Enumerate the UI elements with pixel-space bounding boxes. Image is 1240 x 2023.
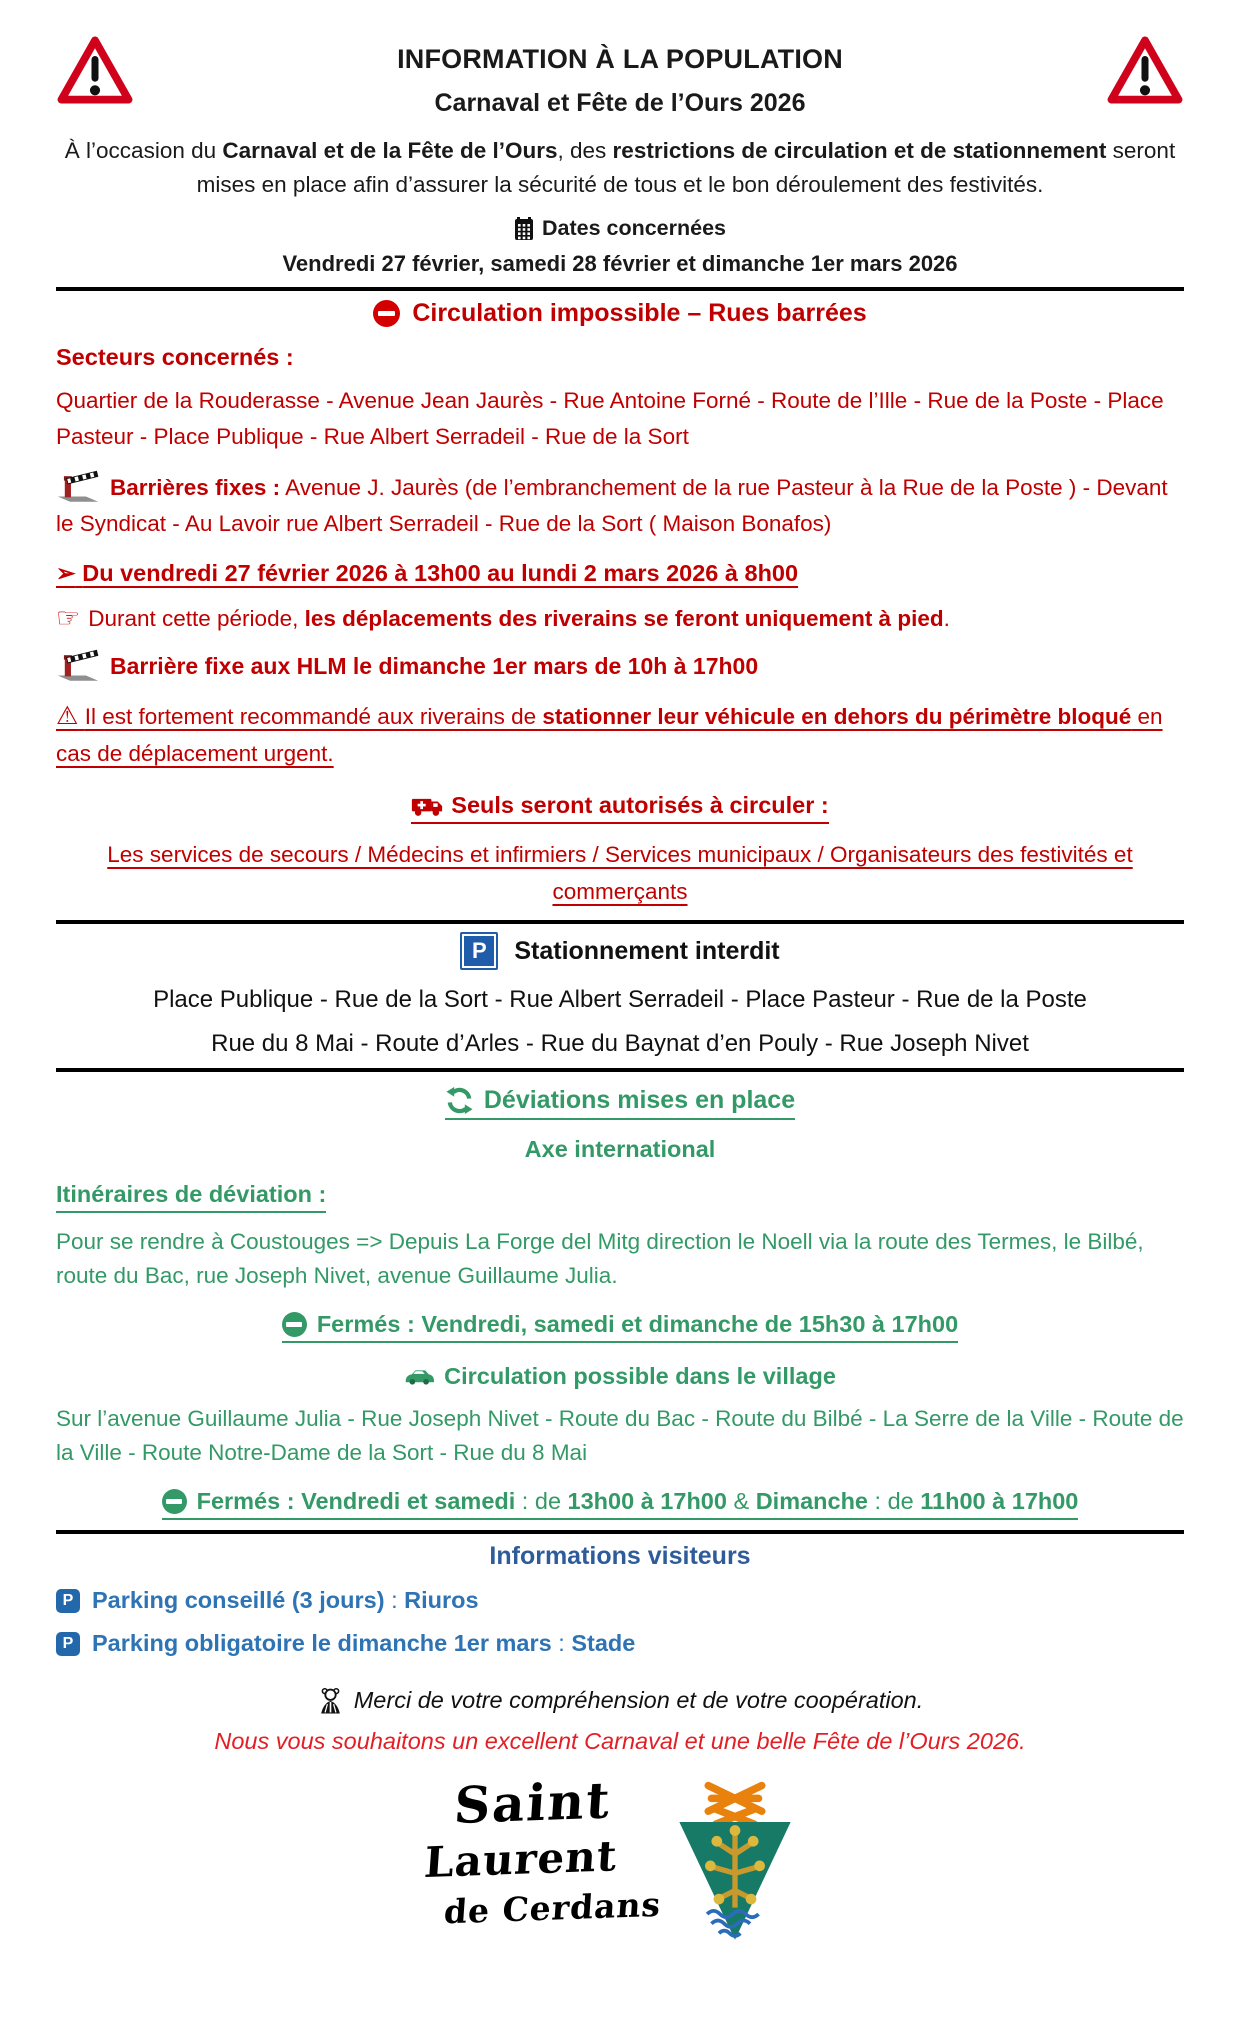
authorized-heading: Seuls seront autorisés à circuler : [451,792,829,818]
closure-period [56,560,798,587]
warning-icon: ⚠ [56,702,79,730]
no-parking-heading: Stationnement interdit [514,936,780,965]
closed-hours-1: Fermés : Vendredi, samedi et dimanche de 15h30 à 17h00 [316,1311,959,1337]
calendar-icon [514,217,534,241]
parking-1-value: Riuros [404,1587,479,1613]
parking-2-value: Stade [571,1630,636,1656]
fixed-barriers-text: Avenue J. Jaurès (de l’embranchement de la rue Pasteur à la Rue de la Poste ) - Devant le Syndicat - Au Lavoir rue Albert Serradeil - Rue de la Sort ( Maison Bonafos) [56,475,1168,536]
parking-line-2 [56,1630,1184,1657]
closed2-bold: 13h00 à 17h00 [567,1488,727,1514]
parking-2-label: Parking obligatoire le dimanche 1er mars [92,1630,552,1656]
intro-text: , des [557,138,613,163]
closed2-bold: Dimanche [755,1488,869,1514]
parking-icon: P [56,1589,80,1613]
closed-hours-2 [197,1488,1079,1515]
parking-1-label: Parking conseillé (3 jours) [92,1587,385,1613]
authorized-block [56,792,1184,910]
closed2-bold: 11h00 à 17h00 [920,1488,1079,1514]
advice-regular: Il est fortement recommandé aux riverains de [84,704,543,729]
pedestrian-text [88,606,950,632]
closed2-regular: : de [515,1488,568,1514]
no-parking-line: Place Publique - Rue de la Sort - Rue Albert Serradeil - Place Pasteur - Rue de la Poste [153,986,1087,1013]
divider [56,1530,1184,1534]
closed-hours-1-block [56,1293,1184,1343]
logo-text [417,1769,661,1932]
warning-triangle-icon [1106,34,1184,106]
divider [56,287,1184,291]
deviations-heading: Déviations mises en place [483,1086,796,1114]
intro-paragraph [56,134,1184,202]
barrier-icon [56,646,100,682]
thanks-note: Merci de votre compréhension et de votre coopération. [353,1687,924,1713]
fixed-barriers-label: Barrières fixes : [110,475,281,500]
divider [56,1068,1184,1072]
parking-line-1 [56,1587,1184,1614]
pointing-hand-icon: ☞ [56,603,81,633]
sectors-list: Quartier de la Rouderasse - Avenue Jean Jaurès - Rue Antoine Forné - Route de l’Ille - Rue de la Poste - Place Pasteur - Place Publique - Rue Albert Serradeil - Rue de la Sort [56,388,1164,449]
logo-crest [660,1777,810,1959]
authorized-list: Les services de secours / Médecins et infirmiers / Services municipaux / Organisateurs des festivités et commerçants [107,842,1133,904]
closed2-regular: : de [868,1488,921,1514]
closed-hours-2-block [56,1470,1184,1520]
parking-line-1-text [92,1587,479,1614]
divider [56,920,1184,924]
bowing-person-icon [317,1687,344,1714]
arrowhead-bullet-icon: ➢ [56,560,76,586]
parking-1-sep: : [384,1587,405,1613]
closures-heading-row [56,299,1184,328]
logo-line-3: de Cerdans [442,1884,663,1932]
dates-value: Vendredi 27 février, samedi 28 février et dimanche 1er mars 2026 [282,251,958,276]
pedestrian-bold: les déplacements des riverains se feront uniquement à pied [304,605,944,631]
advice-bold: stationner leur véhicule en dehors du périmètre bloqué [542,704,1132,729]
closed2-regular: & [726,1488,756,1514]
hlm-barrier [56,646,1184,682]
intro-text: seront mises en place afin d’assurer la sécurité de tous et le bon déroulement des festivités. [196,138,1176,197]
parking-advice [56,698,1184,772]
intro-text-bold: Carnaval et de la Fête de l’Ours [222,138,558,163]
closure-period-text: Du vendredi 27 février 2026 à 13h00 au lundi 2 mars 2026 à 8h00 [82,560,799,586]
deviations-heading-block [56,1080,1184,1120]
warning-triangle-icon [56,34,134,106]
routes-text: Pour se rendre à Coustouges => Depuis La Forge del Mitg direction le Noell via la route des Termes, le Bilbé, route du Bac, rue Joseph Nivet, avenue Guillaume Julia. [56,1229,1144,1288]
visitors-heading: Informations visiteurs [489,1542,751,1570]
barrier-icon [56,467,100,503]
header [56,34,1184,118]
page-subtitle: Carnaval et Fête de l’Ours 2026 [434,89,806,117]
town-logo [420,1770,820,1983]
routes-label: Itinéraires de déviation : [56,1181,326,1213]
advice-regular: en cas de déplacement urgent. [56,704,1163,766]
hlm-barrier-text: Barrière fixe aux HLM le dimanche 1er mars de 10h à 17h00 [110,653,759,679]
thanks-row [56,1687,1184,1714]
no-entry-icon [162,1489,187,1514]
parking-sign-icon: P [460,932,498,970]
pedestrian-regular: Durant cette période, [88,605,305,631]
wish-note: Nous vous souhaitons un excellent Carnaval et une belle Fête de l’Ours 2026. [214,1728,1026,1754]
ambulance-icon [411,795,443,817]
dates-heading [56,216,1184,241]
car-icon [404,1368,434,1385]
logo-line-2: Laurent [422,1831,620,1888]
parking-2-sep: : [551,1630,572,1656]
detour-arrows-icon [445,1086,474,1115]
intro-text-bold: restrictions de circulation et de stationnement [612,138,1107,163]
no-parking-line: Rue du 8 Mai - Route d’Arles - Rue du Baynat d’en Pouly - Rue Joseph Nivet [211,1030,1029,1057]
closed-hours-2-row [162,1488,1079,1520]
no-parking-heading-row [56,932,1184,970]
axe-international: Axe international [524,1136,716,1162]
authorized-heading-row [411,792,828,824]
closed-hours-1-row [282,1311,958,1343]
fixed-barriers [56,467,1184,542]
dates-label: Dates concernées [541,216,727,240]
pedestrian-note [56,605,1184,632]
closed2-bold: Fermés : Vendredi et samedi [196,1488,516,1514]
parking-line-2-text [92,1630,635,1657]
page-title: INFORMATION À LA POPULATION [397,44,843,74]
pedestrian-regular: . [943,605,950,631]
title-block [134,34,1106,118]
no-entry-icon [282,1312,307,1337]
no-entry-icon [373,300,400,327]
parking-icon: P [56,1632,80,1656]
logo-line-1: Saint [452,1770,614,1836]
village-heading: Circulation possible dans le village [444,1363,836,1389]
village-heading-row [56,1363,1184,1390]
closures-heading: Circulation impossible – Rues barrées [412,299,867,327]
village-streets: Sur l’avenue Guillaume Julia - Rue Joseph Nivet - Route du Bac - Route du Bilbé - La Serre de la Ville - Route de la Ville - Route Notre-Dame de la Sort - Rue du 8 Mai [56,1406,1184,1465]
deviations-heading-row [445,1086,795,1120]
sectors-label: Secteurs concernés : [56,344,294,370]
intro-text: À l’occasion du [64,138,223,163]
